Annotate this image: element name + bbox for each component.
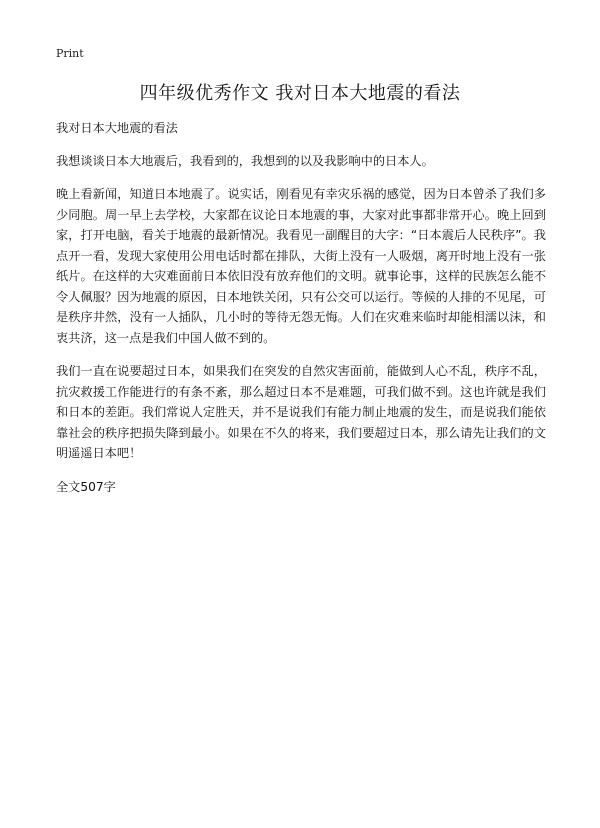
article-subtitle: 我对日本大地震的看法 [56,121,178,135]
page-title: 四年级优秀作文 我对日本大地震的看法 [139,83,461,104]
word-count: 全文507字 [56,479,116,494]
article-body [56,118,546,510]
paragraph-intro: 我想谈谈日本大地震后，我看到的，我想到的以及我影响中的日本人。 [56,153,434,168]
paragraph-news: 晚上看新闻，知道日本地震了。说实话，刚看见有幸灾乐祸的感觉，因为日本曾杀了我们多少同胞。周一早上去学校，大家都在议论日本地震的事，大家对此事都非常开心。晚上回到家，打开电脑，看关于地震的最新情况。我看见一副醒目的大字：“日本震后人民秩序”。我点开一看，发现大家使用公用电话时都在排队，大街上没有一人吸烟，离开时地上没有一张纸片。在这样的大灾难面前日本依旧没有放弃他们的文明。就事论事，这样的民族怎么能不令人佩服？因为地震的原因，日本地铁关闭，只有公交可以运行。等候的人排的不见尾，可是秩序井然，没有一人插队，几小时的等待无怨无悔。人们在灾难来临时却能相濡以沫，和衷共济，这一点是我们中国人做不到的。 [56,187,546,345]
paragraph-conclusion: 我们一直在说要超过日本，如果我们在突发的自然灾害面前，能做到人心不乱，秩序不乱，抗灾救援工作能进行的有条不紊，那么超过日本不是难题，可我们做不到。这也许就是我们和日本的差距。我们常说人定胜天，并不是说我们有能力制止地震的发生，而是说我们能依靠社会的秩序把损失降到最小。如果在不久的将来，我们要超过日本，那么请先让我们的文明遥遥日本吧！ [56,364,546,460]
print-link[interactable]: Print [56,47,84,60]
